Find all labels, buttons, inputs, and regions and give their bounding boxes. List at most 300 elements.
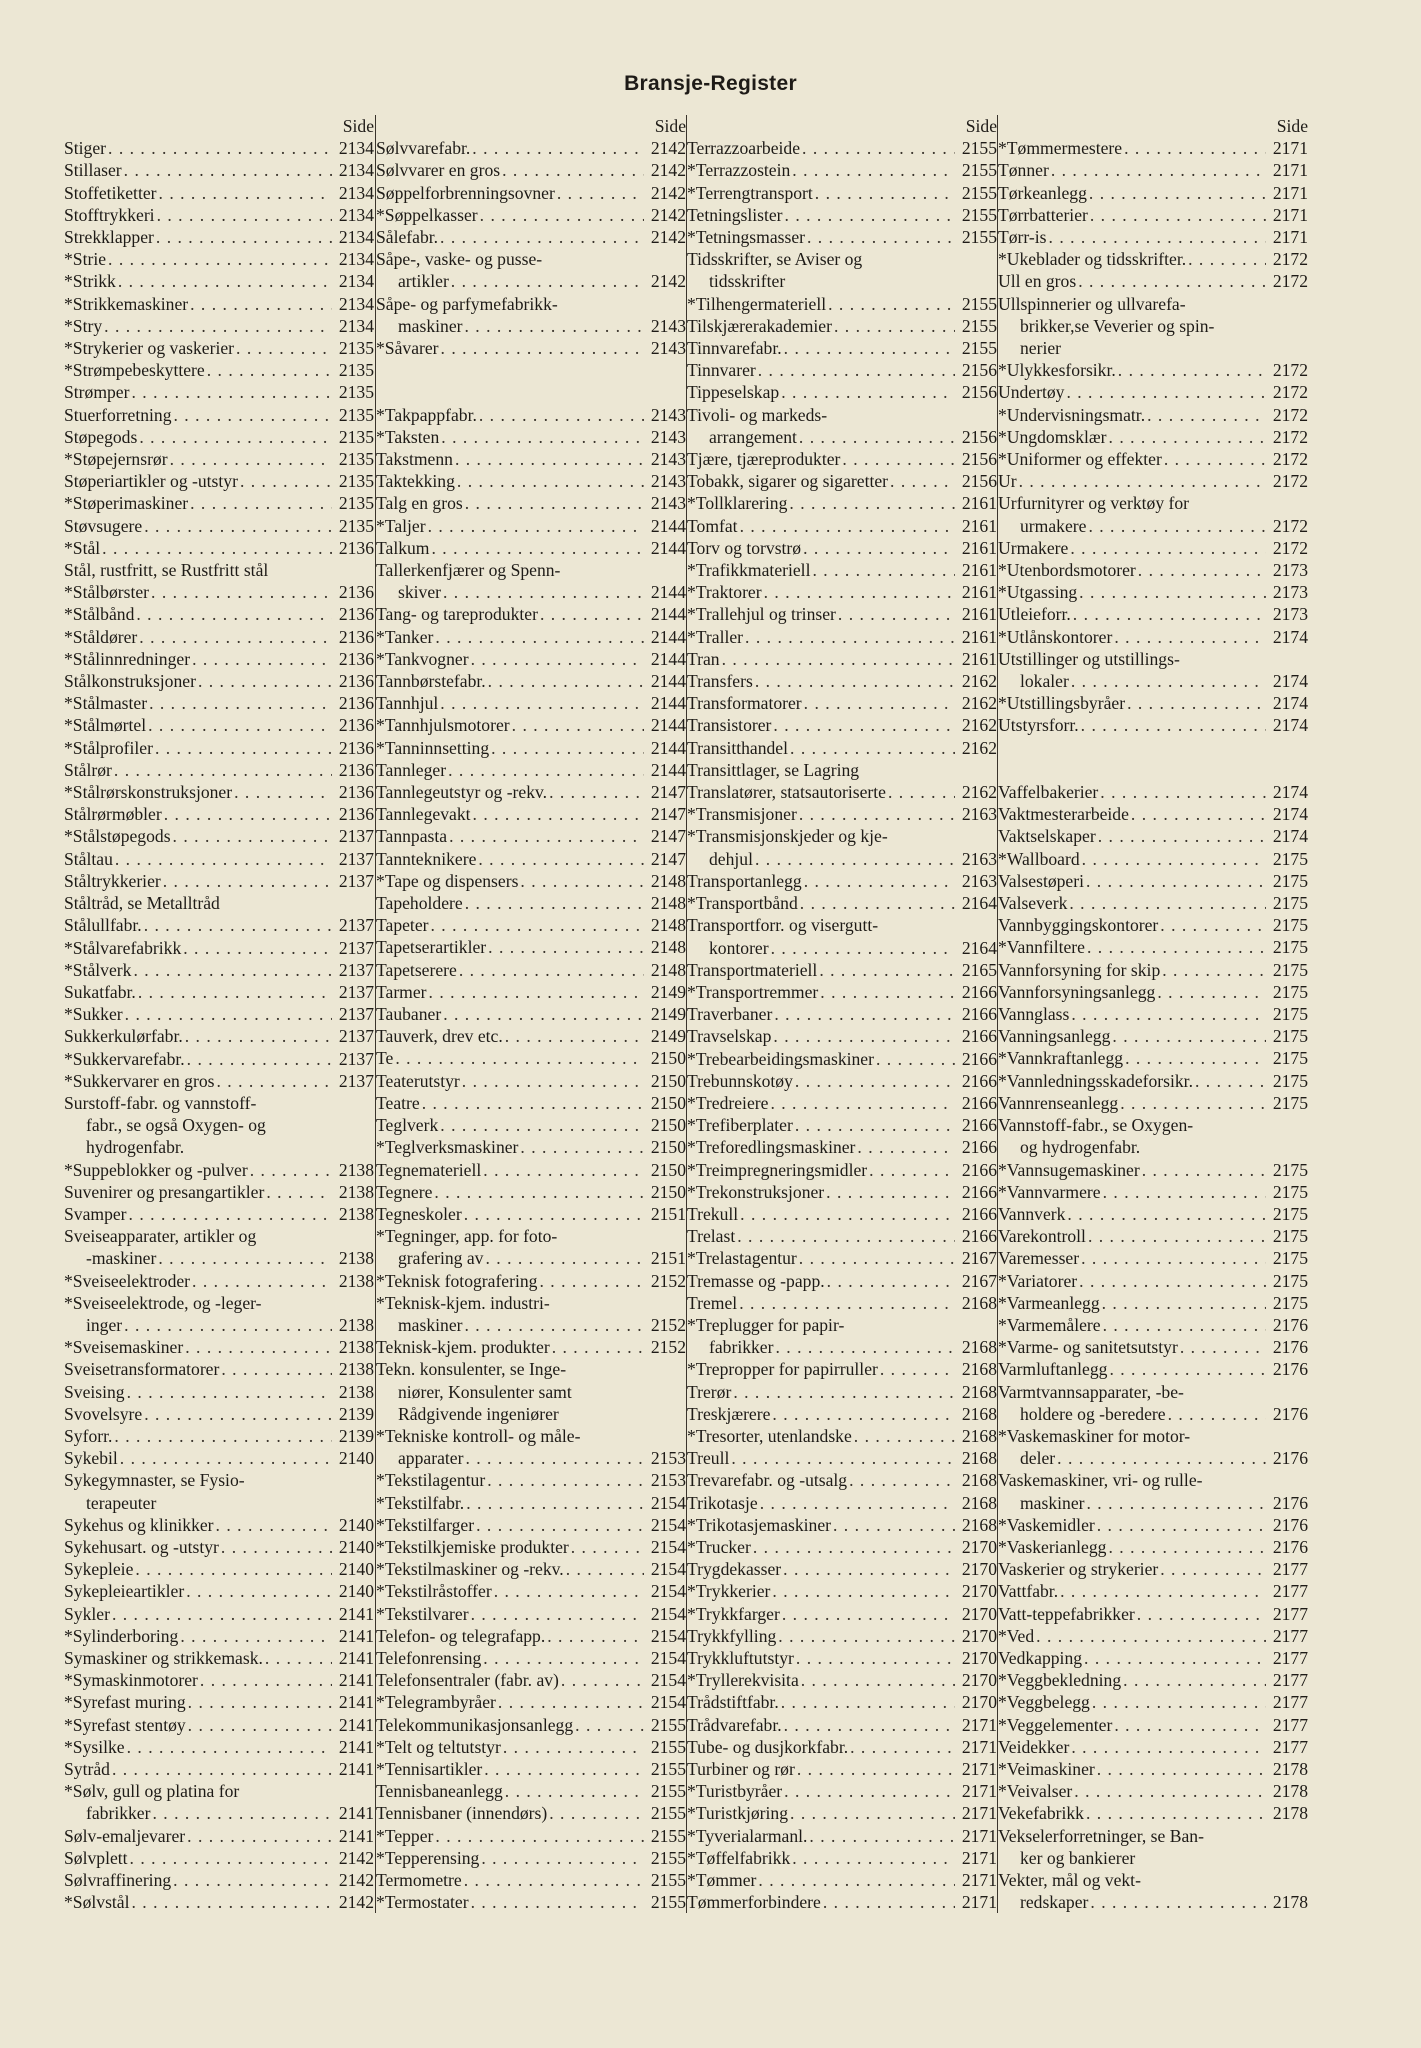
entry-text: Sukatfabr. (64, 981, 136, 1002)
entry-text: *Stålrørskonstruksjoner (64, 782, 233, 803)
index-entry (998, 426, 1308, 448)
index-entry-continuation (998, 1891, 1308, 1913)
index-entry (64, 781, 374, 803)
index-entry (64, 737, 374, 759)
page-number: 2164 (961, 937, 997, 958)
column-header: Side (1276, 116, 1308, 136)
index-entry (64, 1048, 374, 1070)
dot-leader (1047, 226, 1266, 248)
index-entry (998, 1580, 1308, 1602)
index-entry (64, 1891, 374, 1913)
page-number: 2170 (961, 1581, 997, 1602)
index-entry (998, 359, 1308, 381)
index-entry (998, 293, 1308, 315)
index-entry (376, 182, 686, 204)
index-entry (998, 1625, 1308, 1647)
entry-text: Trevarefabr. og -utsalg (687, 1470, 848, 1491)
page-number: 2178 (1272, 1758, 1308, 1779)
page-number: 2166 (961, 1092, 997, 1113)
page-number: 2176 (1272, 1314, 1308, 1335)
dot-leader (1088, 204, 1266, 226)
index-entry (998, 603, 1308, 625)
dot-leader (743, 626, 955, 648)
dot-leader (453, 448, 644, 470)
index-entry (64, 1514, 374, 1536)
dot-leader (234, 337, 332, 359)
entry-text: *Tekstilråstoffer (376, 1581, 492, 1602)
dot-leader (1086, 1225, 1266, 1247)
dot-leader (805, 226, 955, 248)
dot-leader (569, 1536, 644, 1558)
page-number: 2143 (650, 315, 686, 336)
entry-text: Stoffetiketter (64, 182, 157, 203)
dot-leader (810, 559, 955, 581)
page-number: 2155 (961, 182, 997, 203)
column-header: Side (342, 116, 374, 136)
dot-leader (867, 1159, 955, 1181)
dot-leader (1072, 1780, 1266, 1802)
page-number: 2175 (1272, 1181, 1308, 1202)
dot-leader (1077, 581, 1266, 603)
dot-leader (150, 1802, 332, 1824)
entry-text: nerier (1020, 338, 1062, 359)
index-entry (998, 1825, 1308, 1847)
entry-text: *Tekstilvarer (376, 1603, 469, 1624)
dot-leader (790, 159, 955, 181)
page-number: 2138 (338, 1270, 374, 1291)
entry-text: Sølvraffinering (64, 1870, 172, 1891)
index-entry-continuation (687, 270, 997, 292)
entry-text: Vannforsyning for skip (998, 959, 1161, 980)
index-entry (376, 714, 686, 736)
entry-text: Tennisbaneanlegg (376, 1781, 503, 1802)
entry-text: *Turistbyråer (687, 1781, 783, 1802)
page-number: 2175 (1272, 915, 1308, 936)
entry-text: *Tape og dispensers (376, 870, 519, 891)
entry-text: *Trafikkmateriell (687, 560, 811, 581)
page-number: 2167 (961, 1248, 997, 1269)
dot-leader (137, 626, 332, 648)
dot-leader (185, 1048, 332, 1070)
page-number: 2148 (650, 893, 686, 914)
entry-text: Travselskap (687, 1026, 772, 1047)
page-number: 2177 (1272, 1625, 1308, 1646)
entry-text: Trykkluftutstyr (687, 1648, 794, 1668)
entry-text: *Tekstilfabr. (376, 1492, 465, 1513)
entry-text: *Treforedlingsmaskiner (687, 1137, 856, 1158)
page-number: 2161 (961, 560, 997, 581)
page-number: 2155 (650, 1781, 686, 1802)
entry-text: *Tetningsmasser (687, 227, 805, 247)
dot-leader (798, 892, 955, 914)
entry-text: *Ståldører (64, 626, 138, 647)
entry-text: Såpe- og parfymefabrikk- (376, 293, 558, 314)
index-entry (687, 1048, 997, 1070)
entry-text: Varekontroll (998, 1226, 1086, 1247)
page-number: 2155 (961, 138, 997, 159)
page-number: 2135 (338, 360, 374, 381)
index-entry (64, 226, 374, 248)
page-number: 2156 (961, 382, 997, 403)
index-entry (687, 1558, 997, 1580)
page-number: 2134 (338, 138, 374, 159)
entry-text: Taubaner (376, 1004, 442, 1025)
index-entry (64, 293, 374, 315)
dot-leader (770, 1403, 955, 1425)
entry-text: Tinnvarer (687, 360, 756, 381)
dot-leader (471, 803, 644, 825)
index-entry (998, 1336, 1308, 1358)
entry-text: Transformatorer (687, 693, 802, 714)
page-number: 2178 (1272, 1781, 1308, 1802)
entry-text: *Trucker (687, 1536, 751, 1557)
index-entry-continuation (998, 1403, 1308, 1425)
entry-text: Tarmer (376, 981, 427, 1002)
page-number: 2166 (961, 1181, 997, 1202)
dot-leader (813, 182, 955, 204)
entry-text: Ull en gros (998, 271, 1077, 292)
index-entry (687, 1780, 997, 1802)
index-entry (64, 892, 374, 914)
entry-text: *Stålmørtel (64, 715, 147, 736)
page-number: 2142 (338, 1847, 374, 1868)
dot-leader (457, 959, 644, 981)
index-entry (376, 626, 686, 648)
entry-text: Vaktmesterarbeide (998, 804, 1129, 825)
entry-text: Translatører, statsautoriserte (687, 782, 886, 803)
index-entry (687, 293, 997, 315)
entry-text: Vekselerforretninger, se Ban- (998, 1825, 1204, 1846)
entry-text: *Suppeblokker og -pulver (64, 1159, 248, 1180)
entry-text: *Tekstilkjemiske produkter (376, 1536, 569, 1557)
dot-leader (781, 1558, 955, 1580)
dot-leader (438, 692, 644, 714)
index-entry (64, 581, 374, 603)
page-number: 2171 (961, 1736, 997, 1757)
page-number: 2174 (1272, 671, 1308, 692)
page-number: 2171 (1272, 160, 1308, 181)
page-number: 2175 (1272, 1092, 1308, 1113)
index-entry (687, 1492, 997, 1514)
page-number: 2175 (1272, 1004, 1308, 1025)
index-entry (998, 559, 1308, 581)
page-number: 2151 (650, 1248, 686, 1269)
dot-leader (1055, 1447, 1266, 1469)
entry-text: Strekklapper (64, 227, 154, 247)
entry-text: Utstyrsforr. (998, 715, 1079, 736)
page-number: 2166 (961, 1137, 997, 1158)
dot-leader (751, 1536, 955, 1558)
entry-text: *Vannkraftanlegg (998, 1048, 1124, 1069)
dot-leader (486, 670, 644, 692)
entry-text: Syforr. (64, 1425, 113, 1446)
index-entry (376, 159, 686, 181)
entry-text: *Strikkemaskiner (64, 293, 189, 314)
entry-text: *Taljer (376, 515, 426, 536)
index-entry-continuation (64, 1114, 374, 1136)
entry-text: *Tepperensing (376, 1847, 480, 1868)
index-entry (64, 603, 374, 625)
entry-text: *Teknisk fotografering (376, 1270, 538, 1291)
entry-text: Telefonrensing (376, 1647, 482, 1668)
page-number: 2155 (650, 1714, 686, 1735)
dot-leader (1112, 1714, 1266, 1736)
dot-leader (426, 515, 644, 537)
dot-leader (821, 1891, 955, 1913)
dot-leader (1096, 825, 1266, 847)
entry-text: Sykepleie (64, 1559, 134, 1580)
entry-text: *Takpappfabr. (376, 404, 477, 425)
dot-leader (1085, 1492, 1267, 1514)
index-entry (64, 470, 374, 492)
index-entry (376, 803, 686, 825)
page-number: 2162 (961, 715, 997, 736)
page-number: 2172 (1272, 449, 1308, 470)
entry-text: *Søppelkasser (376, 204, 478, 225)
entry-text: Tannbørstefabr. (376, 671, 486, 692)
page-number: 2156 (961, 360, 997, 381)
page-number: 2134 (338, 227, 374, 247)
page-number: 2171 (1272, 227, 1308, 247)
entry-text: Stålkonstruksjoner (64, 671, 196, 692)
index-entry-continuation (687, 426, 997, 448)
index-entry (64, 1469, 374, 1491)
entry-text: Ståltau (64, 848, 113, 869)
dot-leader (793, 1070, 955, 1092)
entry-text: ker og bankierer (1020, 1847, 1136, 1868)
page-number: 2154 (650, 1559, 686, 1580)
dot-leader (112, 759, 332, 781)
entry-text: *Trefiberplater (687, 1115, 793, 1136)
blank-line (998, 759, 1308, 781)
dot-leader (799, 1669, 955, 1691)
page-number: 2155 (961, 160, 997, 181)
dot-leader (455, 470, 644, 492)
index-entry (64, 492, 374, 514)
index-entry (687, 470, 997, 492)
entry-text: *Telegrambyråer (376, 1692, 496, 1713)
dot-leader (753, 670, 955, 692)
index-entry (64, 1159, 374, 1181)
page-number: 2155 (650, 1736, 686, 1757)
entry-text: *Traktorer (687, 582, 762, 603)
index-entry (64, 1780, 374, 1802)
index-entry (998, 892, 1308, 914)
page-number: 2161 (961, 626, 997, 647)
index-entry (998, 1714, 1308, 1736)
dot-leader (753, 848, 955, 870)
index-entry (376, 426, 686, 448)
dot-leader (545, 1625, 644, 1647)
index-entry (64, 1203, 374, 1225)
entry-text: Støvsugere (64, 515, 143, 536)
dot-leader (782, 1714, 955, 1736)
dot-leader (106, 248, 332, 270)
index-entry (376, 1780, 686, 1802)
page-number: 2134 (338, 293, 374, 314)
dot-leader (102, 315, 332, 337)
dot-leader (1145, 404, 1266, 426)
entry-text: Tannhjul (376, 693, 439, 714)
index-entry (998, 1114, 1308, 1136)
index-entry (376, 1181, 686, 1203)
entry-text: Vaskemaskiner, vri- og rulle- (998, 1470, 1203, 1491)
dot-leader (503, 1025, 644, 1047)
page-number: 2138 (338, 1159, 374, 1180)
entry-text: Tennisbaner (innendørs) (376, 1803, 548, 1824)
blank-line (376, 381, 686, 403)
dot-leader (1162, 448, 1266, 470)
index-entry (376, 648, 686, 670)
dot-leader (782, 337, 955, 359)
page-number: 2168 (961, 1492, 997, 1513)
dot-leader (446, 759, 644, 781)
index-entry (64, 1736, 374, 1758)
index-entry-continuation (687, 848, 997, 870)
index-entry (376, 404, 686, 426)
dot-leader (852, 1425, 955, 1447)
dot-leader (1069, 670, 1266, 692)
index-entry (687, 1136, 997, 1158)
index-entry (376, 1758, 686, 1780)
index-entry (64, 1292, 374, 1314)
index-entry-continuation (998, 515, 1308, 537)
entry-text: Tauverk, drev etc. (376, 1026, 503, 1047)
page-number: 2148 (650, 937, 686, 958)
entry-text: Teaterutstyr (376, 1070, 460, 1091)
entry-text: Sølvvarefabr. (376, 138, 471, 159)
entry-text: Trekull (687, 1203, 739, 1224)
dot-leader (1122, 137, 1266, 159)
index-entry-continuation (998, 1847, 1308, 1869)
entry-text: *Stålprofiler (64, 737, 153, 758)
index-entry (64, 1669, 374, 1691)
page-number: 2166 (961, 1026, 997, 1047)
index-entry (376, 1647, 686, 1669)
index-entry (64, 1847, 374, 1869)
entry-text: *Tøffelfabrikk (687, 1847, 791, 1868)
entry-text: *Strikk (64, 271, 116, 292)
entry-text: Veidekker (998, 1736, 1070, 1757)
entry-text: Transportanlegg (687, 870, 802, 891)
dot-leader (463, 492, 644, 514)
dot-leader (780, 1603, 955, 1625)
dot-leader (518, 870, 644, 892)
entry-text: *Stålinnredninger (64, 648, 191, 669)
index-entry (998, 803, 1308, 825)
entry-text: Tallerkenfjærer og Spenn- (376, 560, 561, 581)
dot-leader (496, 1691, 644, 1713)
dot-leader (142, 914, 332, 936)
page-number: 2143 (650, 449, 686, 469)
index-entry (376, 337, 686, 359)
entry-text: Tekn. konsulenter, se Inge- (376, 1359, 567, 1380)
dot-leader (1084, 1802, 1266, 1824)
entry-text: *Stålstøpegods (64, 826, 171, 847)
dot-leader (463, 1447, 644, 1469)
entry-text: Valsestøperi (998, 870, 1084, 891)
page-number: 2172 (1272, 471, 1308, 492)
dot-leader (264, 1181, 332, 1203)
entry-text: dehjul (709, 848, 753, 869)
dot-leader (874, 1048, 955, 1070)
index-entry (376, 537, 686, 559)
dot-leader (474, 1514, 644, 1536)
dot-leader (855, 1136, 955, 1158)
index-entry (687, 1114, 997, 1136)
dot-leader (500, 159, 644, 181)
entry-text: Stillaser (64, 160, 122, 181)
dot-leader (178, 1625, 332, 1647)
dot-leader (888, 470, 955, 492)
dot-leader (118, 1447, 332, 1469)
entry-text: *Traller (687, 626, 744, 647)
dot-leader (155, 204, 332, 226)
page-number: 2134 (338, 182, 374, 203)
page-number: 2149 (650, 981, 686, 1002)
entry-text: Turbiner og rør (687, 1759, 795, 1780)
page-number: 2135 (338, 471, 374, 492)
page-number: 2144 (650, 737, 686, 758)
entry-text: holdere og -beredere (1020, 1403, 1166, 1424)
page-number: 2141 (338, 1692, 374, 1713)
page-number: 2143 (650, 426, 686, 447)
dot-leader (1064, 381, 1266, 403)
entry-text: *Trepropper for papirruller (687, 1359, 878, 1380)
dot-leader (795, 1758, 955, 1780)
dot-leader (1086, 515, 1266, 537)
entry-text: Varemesser (998, 1248, 1080, 1269)
entry-text: *Terrengtransport (687, 182, 813, 203)
entry-text: urmakere (1020, 515, 1087, 536)
dot-leader (463, 1314, 645, 1336)
entry-text: *Transportremmer (687, 981, 819, 1002)
entry-text: Sukkerkulørfabr. (64, 1026, 183, 1047)
page-number: 2168 (961, 1514, 997, 1535)
index-entry (64, 448, 374, 470)
dot-leader (1107, 1358, 1266, 1380)
dot-leader (731, 1381, 955, 1403)
page-number: 2150 (650, 1048, 686, 1069)
page-number: 2154 (650, 1625, 686, 1646)
dot-leader (100, 537, 332, 559)
dot-leader (214, 1070, 332, 1092)
index-entry (64, 1381, 374, 1403)
dot-leader (433, 1825, 644, 1847)
entry-text: Vaskerier og strykerier (998, 1559, 1159, 1580)
page-number: 2175 (1272, 1026, 1308, 1047)
page-number: 2168 (961, 1448, 997, 1469)
dot-leader (420, 1092, 644, 1114)
dot-leader (393, 1047, 644, 1069)
page-number: 2150 (650, 1092, 686, 1113)
entry-text: Vaktselskaper (998, 826, 1096, 847)
entry-text: Såpe-, vaske- og pusse- (376, 249, 543, 270)
page-number: 2177 (1272, 1603, 1308, 1624)
page-number: 2144 (650, 671, 686, 692)
index-entry (64, 1625, 374, 1647)
index-entry (687, 1758, 997, 1780)
dot-leader (476, 848, 644, 870)
dot-leader (1085, 936, 1266, 958)
entry-text: *Tollklarering (687, 493, 788, 514)
page-number: 2143 (650, 404, 686, 425)
entry-text: Tømmerforbindere (687, 1892, 821, 1913)
index-entry-continuation (64, 1136, 374, 1158)
dot-leader (142, 515, 332, 537)
dot-leader (1090, 1691, 1266, 1713)
dot-leader (1118, 1092, 1266, 1114)
